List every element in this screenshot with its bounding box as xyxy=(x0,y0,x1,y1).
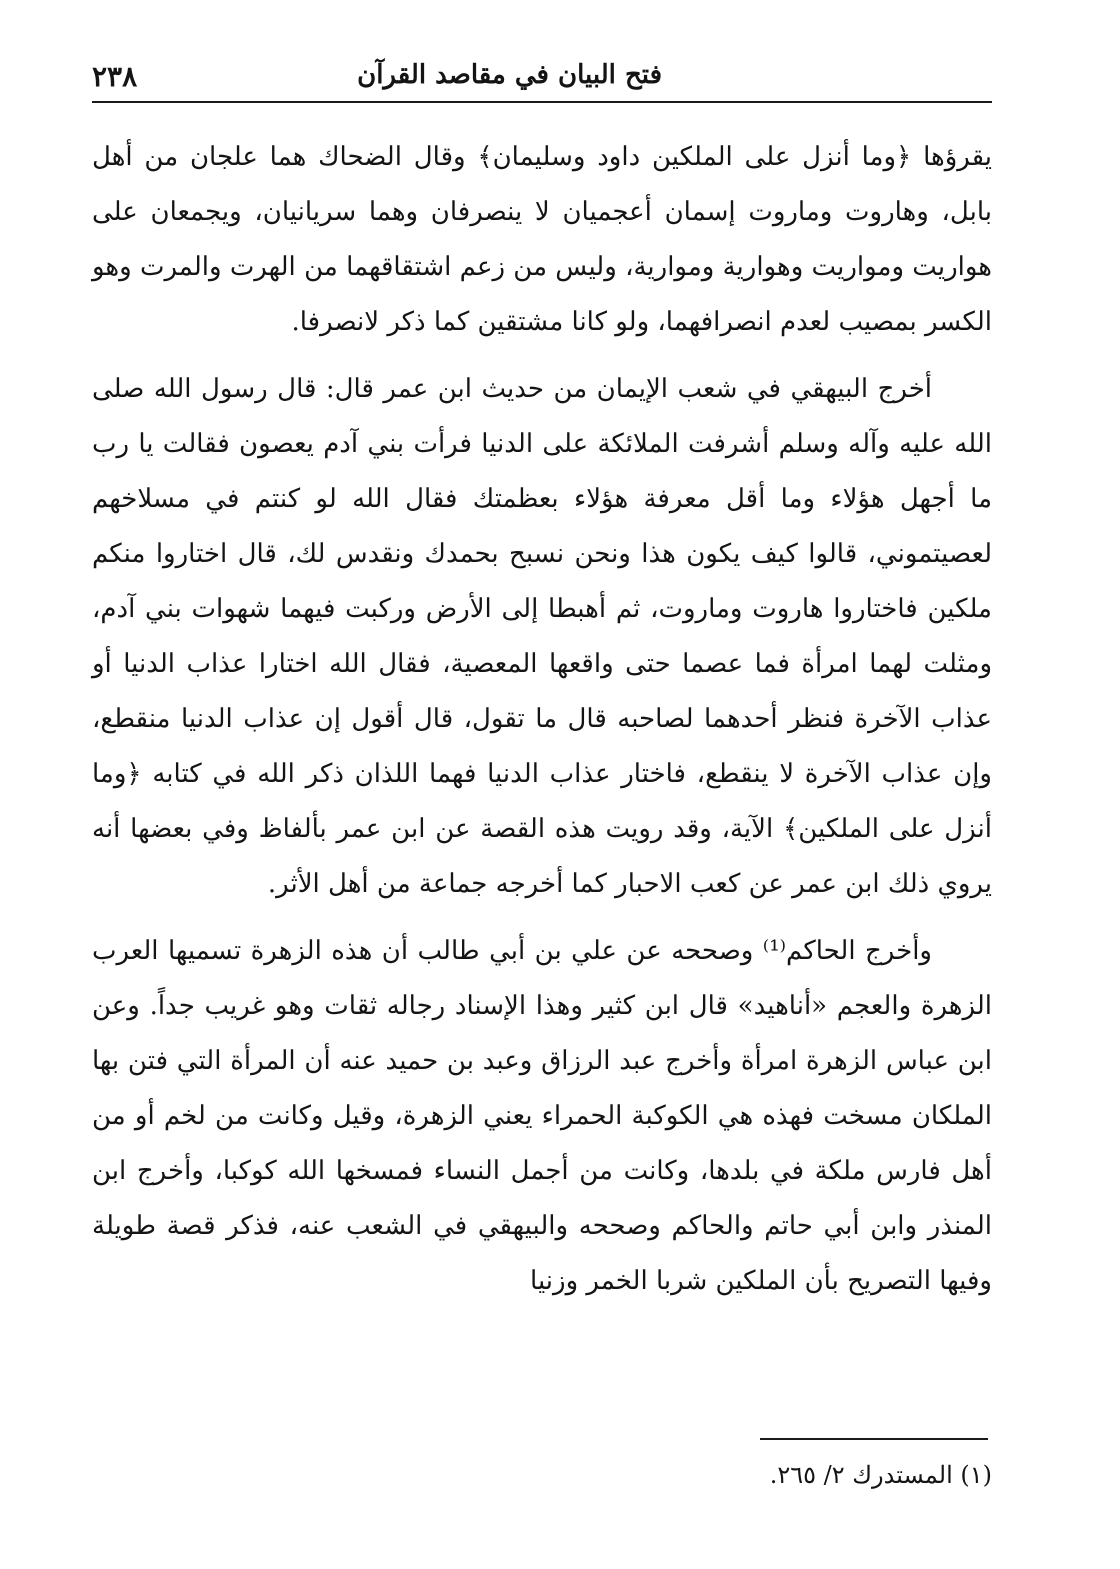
paragraph-bayhaqi-hadith: أخرج البيهقي في شعب الإيمان من حديث ابن عمر قال: قال رسول الله صلى الله عليه وآله وسلم أشرفت الملائكة على الدنيا فرأت بني آدم يعصون فقالت يا رب ما أجهل هؤلاء وما أقل معرفة هؤلاء بعظمتك فقال الله لو كنتم في مسلاخهم لعصيتموني، قالوا كيف يكون هذا ونحن نسبح بحمدك ونقدس لك، قال اختاروا منكم ملكين فاختاروا هاروت وماروت، ثم أهبطا إلى الأرض وركبت فيهما شهوات بني آدم، ومثلت لهما امرأة فما عصما حتى واقعها المعصية، فقال الله اختارا عذاب الدنيا أو عذاب الآخرة فنظر أحدهما لصاحبه قال ما تقول، قال أقول إن عذاب الدنيا منقطع، وإن عذاب الآخرة لا ينقطع، فاختار عذاب الدنيا فهما اللذان ذكر الله في كتابه ﴿وما أنزل على الملكين﴾ الآية، وقد رويت هذه القصة عن ابن عمر بألفاظ وفي بعضها أنه يروي ذلك ابن عمر عن كعب الاحبار كما أخرجه جماعة من أهل الأثر. xyxy=(92,374,992,899)
page-header xyxy=(92,58,992,98)
paragraph-continued: يقرؤها ﴿وما أنزل على الملكين داود وسليمان﴾ وقال الضحاك هما علجان من أهل بابل، وهاروت وماروت إسمان أعجميان لا ينصرفان وهما سريانيان، ويجمعان على هواريت ومواريت وهوارية وموارية، وليس من زعم اشتقاقهما من الهرت والمرت وهو الكسر بمصيب لعدم انصرافهما، ولو كانا مشتقين كما ذكر لانصرفا. xyxy=(92,142,992,337)
page-number: ٢٣٨ xyxy=(92,60,138,93)
footnote-rule xyxy=(760,1438,988,1440)
header-rule xyxy=(92,101,992,103)
body-text xyxy=(92,130,992,1321)
footnote: (١) المستدرك ٢/ ٢٦٥. xyxy=(769,1461,992,1489)
running-title: فتح البيان في مقاصد القرآن xyxy=(357,60,662,90)
paragraph-hakim-report: وأخرج الحاكم⁽¹⁾ وصححه عن علي بن أبي طالب أن هذه الزهرة تسميها العرب الزهرة والعجم «أناهيد» قال ابن كثير وهذا الإسناد رجاله ثقات وهو غريب جداً. وعن ابن عباس الزهرة امرأة وأخرج عبد الرزاق وعبد بن حميد عنه أن المرأة التي فتن بها الملكان مسخت فهذه هي الكوكبة الحمراء يعني الزهرة، وقيل وكانت من لخم أو من أهل فارس ملكة في بلدها، وكانت من أجمل النساء فمسخها الله كوكبا، وأخرج ابن المنذر وابن أبي حاتم والحاكم وصححه والبيهقي في الشعب عنه، فذكر قصة طويلة وفيها التصريح بأن الملكين شربا الخمر وزنيا xyxy=(92,936,992,1296)
